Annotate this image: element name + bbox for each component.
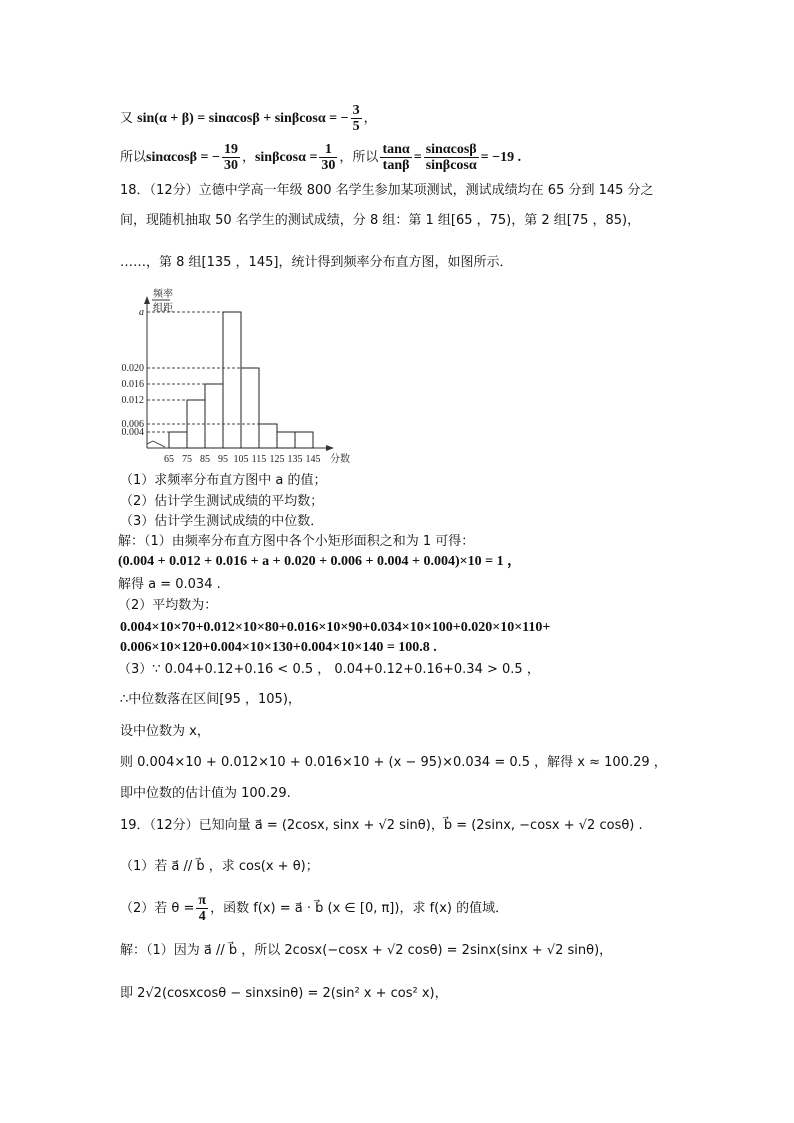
solution-2: （2）平均数为： — [118, 598, 218, 613]
math: sin(α + β) = sinαcosβ + sinβcosα = − — [137, 111, 349, 126]
x-tick-label: 75 — [182, 454, 192, 465]
math: sinαcosβ = − — [146, 150, 220, 165]
median-interval: ∴中位数落在区间[95 ，105)， — [120, 692, 301, 707]
denominator: sinβcosα — [425, 158, 477, 173]
frequency-histogram — [0, 0, 794, 480]
numerator: 3 — [352, 103, 360, 118]
question-19-part-1: （1）若 a⃗ // b⃗ ，求 cos(x + θ)； — [120, 859, 319, 874]
y-tick-label: a — [139, 307, 144, 318]
solution-a: 解得 a = 0.034 . — [118, 577, 221, 592]
histogram-bar — [223, 312, 241, 448]
y-tick-label: 0.020 — [121, 363, 144, 374]
text: （2）若 θ = — [120, 901, 195, 916]
axis-break — [147, 441, 165, 447]
x-tick-label: 145 — [305, 454, 321, 465]
x-axis-arrow — [326, 445, 334, 451]
x-tick-label: 95 — [218, 454, 228, 465]
x-label: 分数 — [330, 454, 350, 465]
text: ， — [241, 150, 255, 165]
text: 所以 — [120, 150, 147, 165]
question-18-line2: 间，现随机抽取 50 名学生的测试成绩，分 8 组：第 1 组[65 ，75)，第 2 组[75 ，85)， — [120, 213, 641, 228]
y-label-top: 频率 — [153, 289, 173, 300]
question-18-line1: 18．（12分）立德中学高一年级 800 名学生参加某项测试，测试成绩均在 65 分到 145 分之 — [120, 183, 654, 198]
histogram-bar — [277, 432, 295, 448]
solution-19-1: 解：（1）因为 a⃗ // b⃗ ，所以 2cosx(−cosx + √2 cosθ) = 2sinx(sinx + √2 sinθ)， — [120, 943, 613, 958]
x-tick-label: 115 — [251, 454, 267, 465]
y-tick-label: 0.016 — [121, 379, 144, 390]
text: ， — [363, 111, 377, 126]
denominator: 30 — [321, 158, 336, 173]
x-tick-label: 65 — [164, 454, 174, 465]
numerator: π — [198, 893, 207, 908]
histogram-bar — [259, 424, 277, 448]
question-19: 19．（12分）已知向量 a⃗ = (2cosx, sinx + √2 sinθ)，b⃗ = (2sinx, −cosx + √2 cosθ) . — [120, 818, 643, 833]
math: = — [413, 150, 422, 165]
solution-equation: (0.004 + 0.012 + 0.016 + a + 0.020 + 0.006 + 0.004 + 0.004)×10 = 1 ， — [118, 554, 522, 569]
numerator: sinαcosβ — [425, 142, 477, 157]
question-18-line3: ……，第 8 组[135 ，145]，统计得到频率分布直方图，如图所示． — [120, 255, 513, 270]
fraction — [196, 893, 208, 924]
histogram-bar — [205, 384, 223, 448]
part-3: （3）估计学生测试成绩的中位数． — [120, 514, 324, 529]
numerator: 1 — [319, 142, 337, 158]
text: ，函数 f(x) = a⃗ · b⃗ (x ∈ [0, π])，求 f(x) 的值域． — [210, 901, 509, 916]
solution-1: 解：（1）由频率分布直方图中各个小矩形面积之和为 1 可得： — [118, 534, 475, 549]
y-tick-label: 0.004 — [121, 427, 144, 438]
y-tick-label: 0.006 — [121, 419, 144, 430]
denominator: 4 — [198, 909, 206, 924]
mean-calc-1: 0.004×10×70+0.012×10×80+0.016×10×90+0.034×10×100+0.020×10×110+ — [120, 620, 551, 635]
median-equation: 则 0.004×10 + 0.012×10 + 0.016×10 + (x − 95)×0.034 = 0.5 ，解得 x ≈ 100.29 ， — [120, 755, 667, 770]
denominator: 30 — [223, 158, 238, 173]
part-1: （1）求频率分布直方图中 a 的值； — [120, 473, 327, 488]
median-let: 设中位数为 x， — [120, 724, 210, 739]
numerator: tanα — [382, 142, 410, 157]
text: ，所以 — [339, 150, 379, 165]
histogram-bar — [169, 432, 187, 448]
math: sinβcosα = — [254, 150, 318, 165]
y-axis-arrow — [144, 296, 150, 304]
x-tick-label: 125 — [269, 454, 285, 465]
numerator: 19 — [223, 142, 238, 157]
solution-19-2: 即 2√2(cosxcosθ − sinxsinθ) = 2(sin² x + cos² x)， — [120, 986, 448, 1001]
denominator: 5 — [352, 119, 360, 134]
histogram-bar — [241, 368, 259, 448]
mean-calc-2: 0.006×10×120+0.004×10×130+0.004×10×140 = 100.8 . — [120, 640, 437, 655]
histogram-bar — [295, 432, 313, 448]
text: 又 — [120, 111, 134, 126]
part-2: （2）估计学生测试成绩的平均数； — [120, 494, 324, 509]
x-tick-label: 85 — [200, 454, 210, 465]
question-19-part-2 — [120, 893, 508, 924]
y-label-bottom: 组距 — [153, 303, 173, 314]
y-tick-label: 0.012 — [121, 395, 144, 406]
x-tick-label: 135 — [287, 454, 303, 465]
median-result: 即中位数的估计值为 100.29. — [120, 786, 291, 801]
x-tick-label: 105 — [233, 454, 249, 465]
denominator: tanβ — [382, 158, 410, 173]
math: = −19 . — [480, 150, 522, 165]
solution-3: （3）∵ 0.04+0.12+0.16 < 0.5 ， 0.04+0.12+0.16+0.34 > 0.5 ， — [118, 662, 540, 677]
